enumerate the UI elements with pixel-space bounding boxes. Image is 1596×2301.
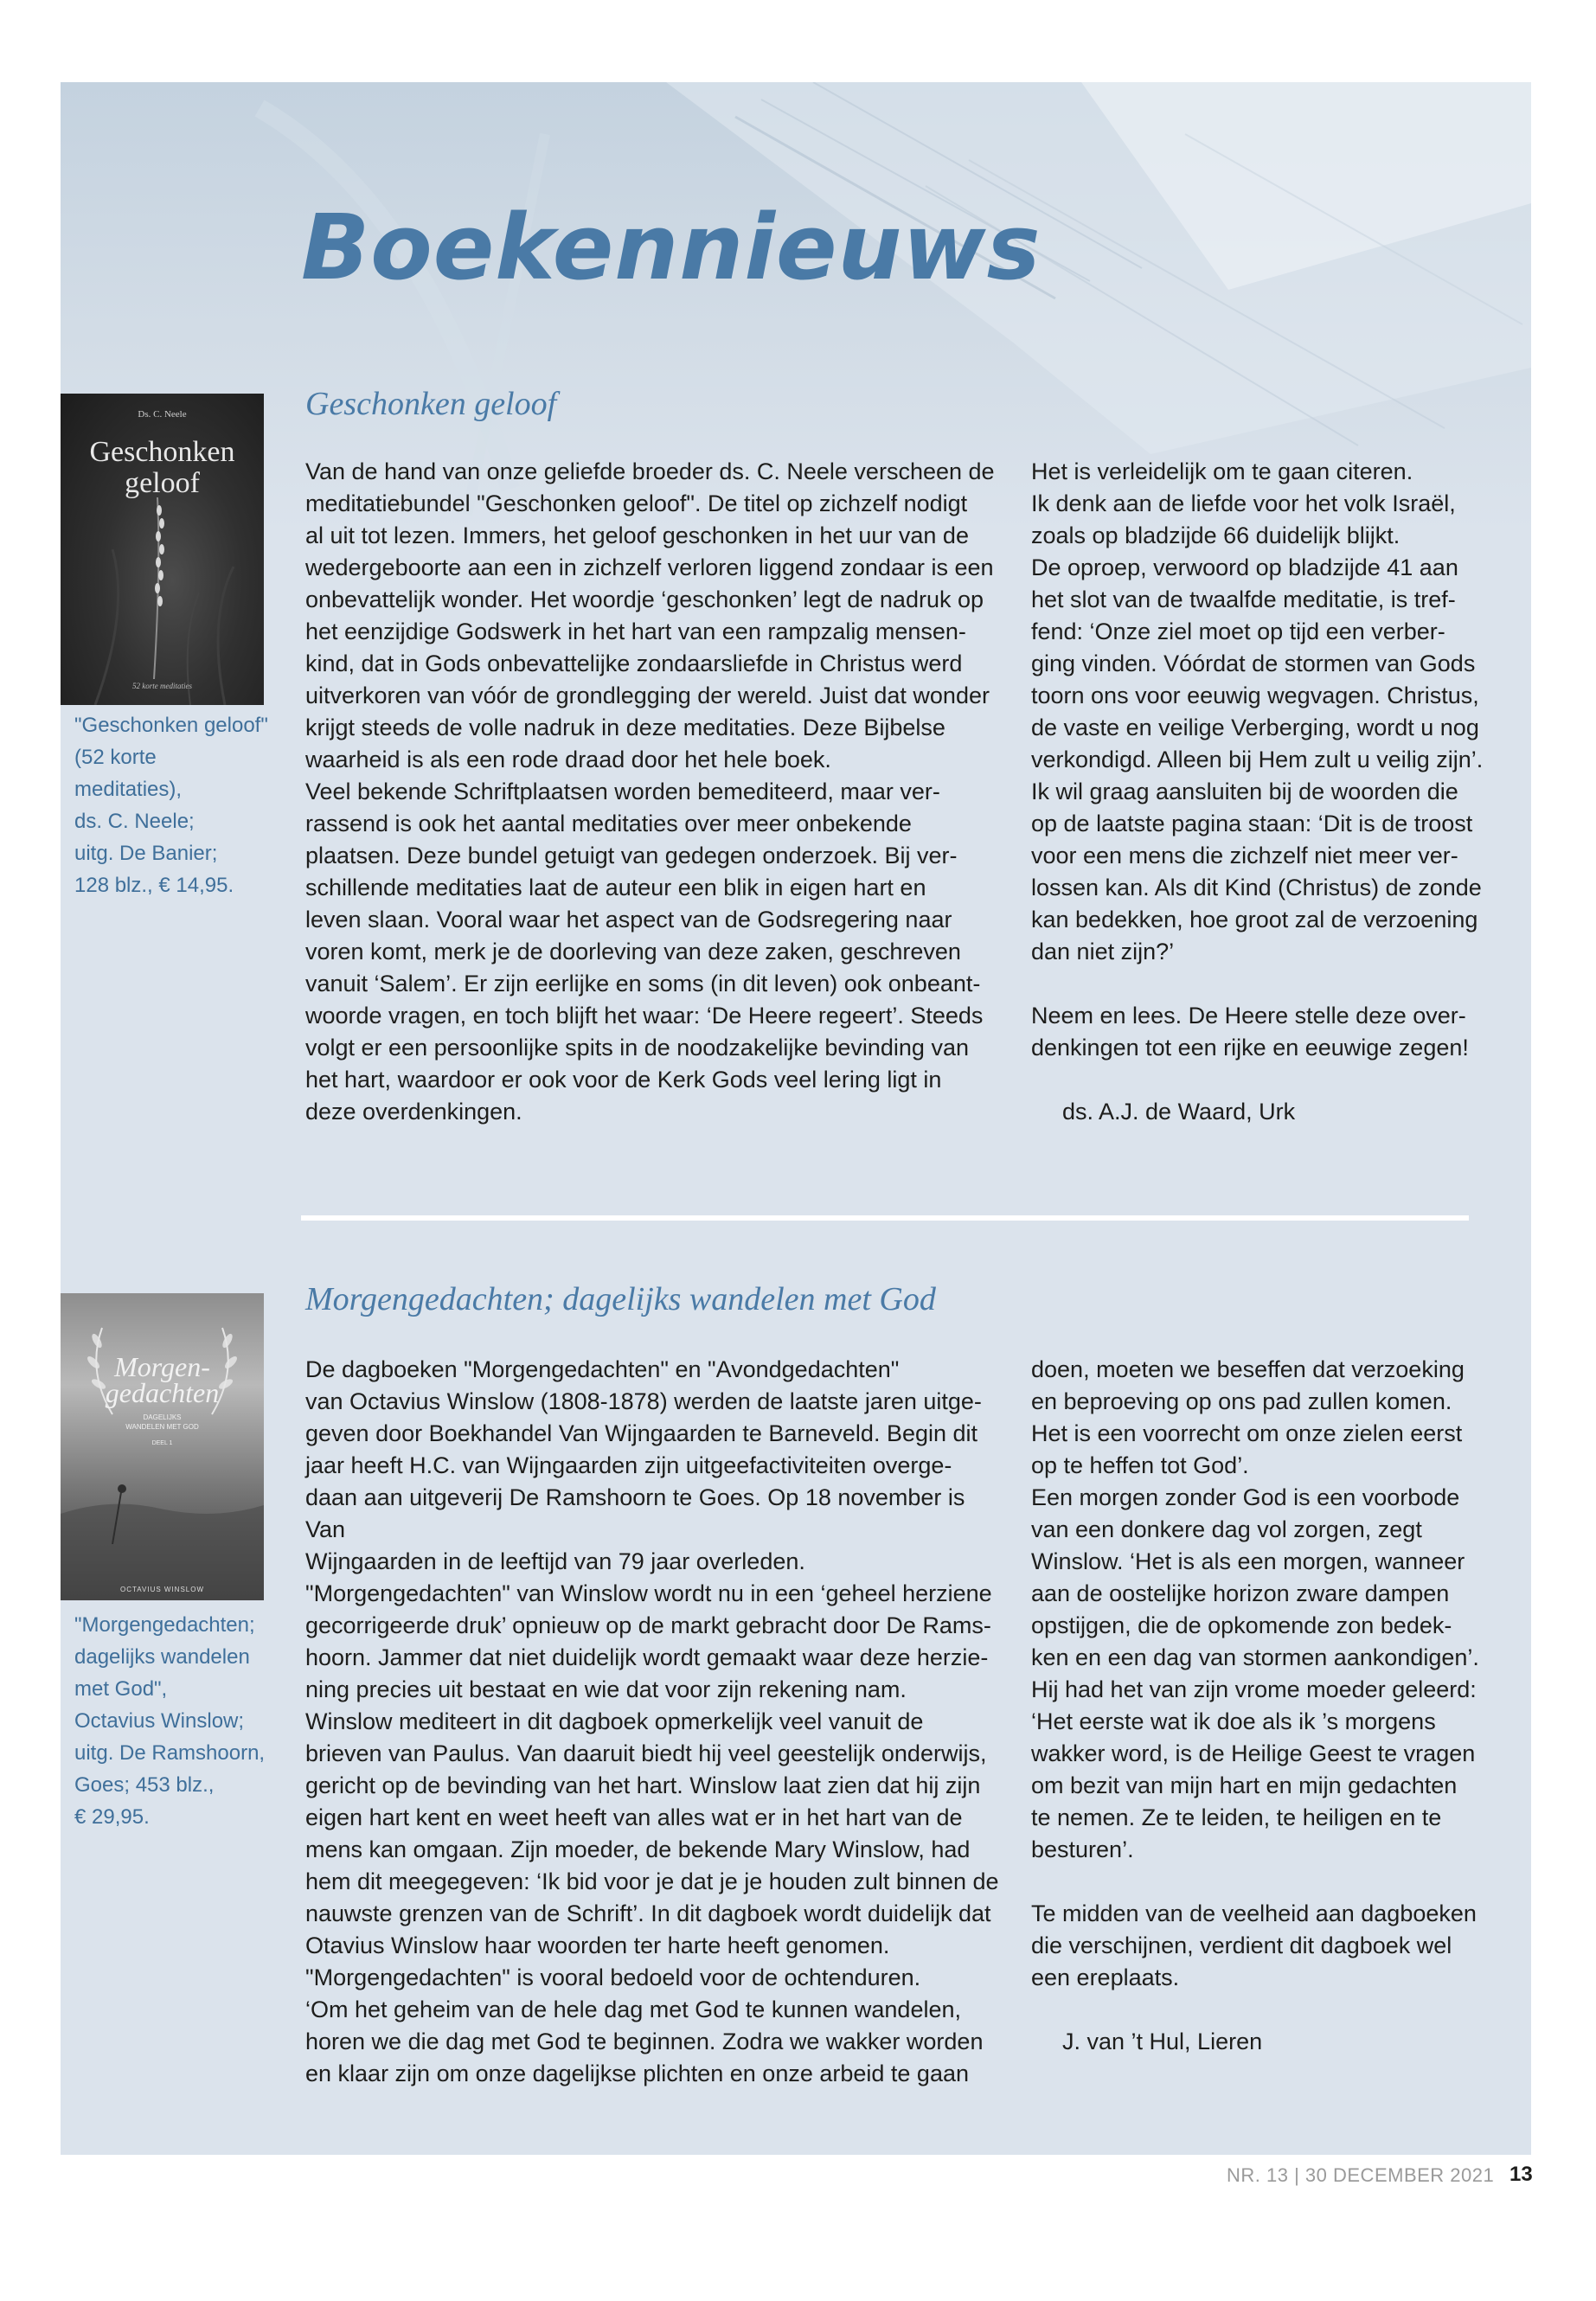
section-divider <box>301 1215 1469 1221</box>
signature-2: J. van ’t Hul, Lieren <box>1062 2029 1263 2054</box>
cover-title: Morgen- gedachten <box>105 1351 220 1408</box>
book-cover-geschonken-geloof <box>61 394 264 705</box>
laurel-illustration <box>61 1293 264 1600</box>
issue-footer: NR. 13 | 30 DECEMBER 2021 <box>1227 2164 1495 2186</box>
page-number: 13 <box>1509 2163 1533 2186</box>
article-1-column-2: Het is verleidelijk om te gaan citeren. Ik denk aan de liefde voor het volk Israël, zoals op bladzijde 66 duidelijk blijkt. De oproep, verwoord op bladzijde 41 aan het slot van de twaalfde meditatie, is tref- fend: ‘Onze ziel moet op tijd een verber- ging vinden. Vóórdat de stormen van Gods toorn ons voor eeuwig wegvagen. Christus, de vaste en veilige Verberging, wordt u nog verkondigd. Alleen bij Hem zult u veilig zijn’. Ik wil graag aansluiten bij de woorden die op de laatste pagina staan: ‘Dit is de troost voor een mens die zichzelf niet meer ver- lossen kan. Als dit Kind (Christus) de zonde kan bedekken, hoe groot zal de verzoening dan niet zijn?’ Neem en lees. De Heere stelle deze over- denkingen tot een rijke en eeuwige zegen! ds. A.J. de Waard, Urk <box>1031 456 1516 1128</box>
wheat-ear-illustration <box>61 394 264 705</box>
cover-subtitle: DAGELIJKS WANDELEN MET GOD <box>125 1413 199 1431</box>
article-2-column-2: doen, moeten we beseffen dat verzoeking en beproeving op ons pad zullen komen. Het is een voorrecht om onze zielen eerst op te heffen tot God’. Een morgen zonder God is een voorbode van een donkere dag vol zorgen, zegt Winslow. ‘Het is als een morgen, wanneer aan de oostelijke horizon zware dampen opstijgen, die de opkomende zon bedek- ken en een dag van stormen aankondigen’. Hij had het van zijn vrome moeder geleerd: ‘Het eerste wat ik doe als ik ’s morgens wakker word, is de Heilige Geest te vragen om bezit van mijn hart en mijn gedachten te nemen. Ze te leiden, te heiligen en te besturen’. Te midden van de veelheid aan dagboeken die verschijnen, verdient dit dagboek wel een ereplaats. J. van ’t Hul, Lieren <box>1031 1354 1516 2058</box>
page-title: Boekennieuws <box>301 195 1042 300</box>
cover-volume: DEEL 1 <box>151 1440 173 1446</box>
article-title-2: Morgengedachten; dagelijks wandelen met God <box>305 1281 936 1317</box>
article-title-1: Geschonken geloof <box>305 386 557 422</box>
article-2-column-1: De dagboeken "Morgengedachten" en "Avondgedachten" van Octavius Winslow (1808-1878) werden de laatste jaren uitge- geven door Boekhandel Van Wijngaarden te Barneveld. Begin dit jaar heeft H.C. van Wijngaarden zijn uitgeefactiviteiten overge- daan aan uitgeverij De Ramshoorn te Goes. Op 18 november is Van Wijngaarden in de leeftijd van 79 jaar overleden. "Morgengedachten" van Winslow wordt nu in een ‘geheel herziene gecorrigeerde druk’ opnieuw op de markt gebracht door De Rams- hoorn. Jammer dat niet duidelijk wordt gemaakt waar deze herzie- ning precies uit bestaat en wie dat voor zijn rekening nam. Winslow mediteert in dit dagboek opmerkelijk veel vanuit de brieven van Paulus. Van daaruit biedt hij veel geestelijk onderwijs, gericht op de bevinding van het hart. Winslow laat zien dat hij zijn eigen hart kent en weet heeft van alles wat er in het hart van de mens kan omgaan. Zijn moeder, de bekende Mary Winslow, had hem dit meegegeven: ‘Ik bid voor je dat je je houden zult binnen de nauwste grenzen van de Schrift’. In dit dagboek wordt duidelijk dat Otavius Winslow haar woorden ter harte heeft genomen. "Morgengedachten" is vooral bedoeld voor de ochtenduren. ‘Om het geheim van de hele dag met God te kunnen wandelen, horen we die dag met God te beginnen. Zodra we wakker worden en klaar zijn om onze dagelijkse plichten en onze arbeid te gaan <box>305 1356 999 2086</box>
book-caption-2: "Morgengedachten; dagelijks wandelen met God", Octavius Winslow; uitg. De Ramshoorn, Goes; 453 blz., € 29,95. <box>74 1613 266 1829</box>
content-panel <box>61 82 1531 2155</box>
cover-author: OCTAVIUS WINSLOW <box>119 1586 205 1593</box>
cover-author: Ds. C. Neele <box>138 409 187 420</box>
book-cover-morgengedachten <box>61 1293 264 1600</box>
article-1-column-1: Van de hand van onze geliefde broeder ds. C. Neele verscheen de meditatiebundel "Geschonken geloof". De titel op zichzelf nodigt al uit tot lezen. Immers, het geloof geschonken in het uur van de wedergeboorte aan een in zichzelf verloren liggend zondaar is een onbevattelijk wonder. Het woordje ‘geschonken’ legt de nadruk op het eenzijdige Godswerk in het hart van een rampzalig mensen- kind, dat in Gods onbevattelijke zondaarsliefde in Christus werd uitverkoren van vóór de grondlegging der wereld. Juist dat wonder krijgt steeds de volle nadruk in deze meditaties. Deze Bijbelse waarheid is als een rode draad door het hele boek. Veel bekende Schriftplaatsen worden bemediteerd, maar ver- rassend is ook het aantal meditaties over meer onbekende plaatsen. Deze bundel getuigt van gedegen onderzoek. Bij ver- schillende meditaties laat de auteur een blik in eigen hart en leven slaan. Vooral waar het aspect van de Godsregering naar voren komt, merk je de doorleving van deze zaken, geschreven vanuit ‘Salem’. Er zijn eerlijke en soms (in dit leven) ook onbeant- woorde vragen, en toch blijft het waar: ‘De Heere regeert’. Steeds volgt er een persoonlijke spits in de noodzakelijke bevinding van het hart, waardoor er ook voor de Kerk Gods veel lering ligt in deze overdenkingen. <box>305 458 995 1125</box>
book-caption-1: "Geschonken geloof" (52 korte meditaties), ds. C. Neele; uitg. De Banier; 128 blz., € 14,95. <box>74 714 268 897</box>
cover-subtitle: 52 korte meditaties <box>132 682 192 690</box>
signature-1: ds. A.J. de Waard, Urk <box>1062 1099 1296 1125</box>
cover-title: Geschonken geloof <box>89 436 235 499</box>
